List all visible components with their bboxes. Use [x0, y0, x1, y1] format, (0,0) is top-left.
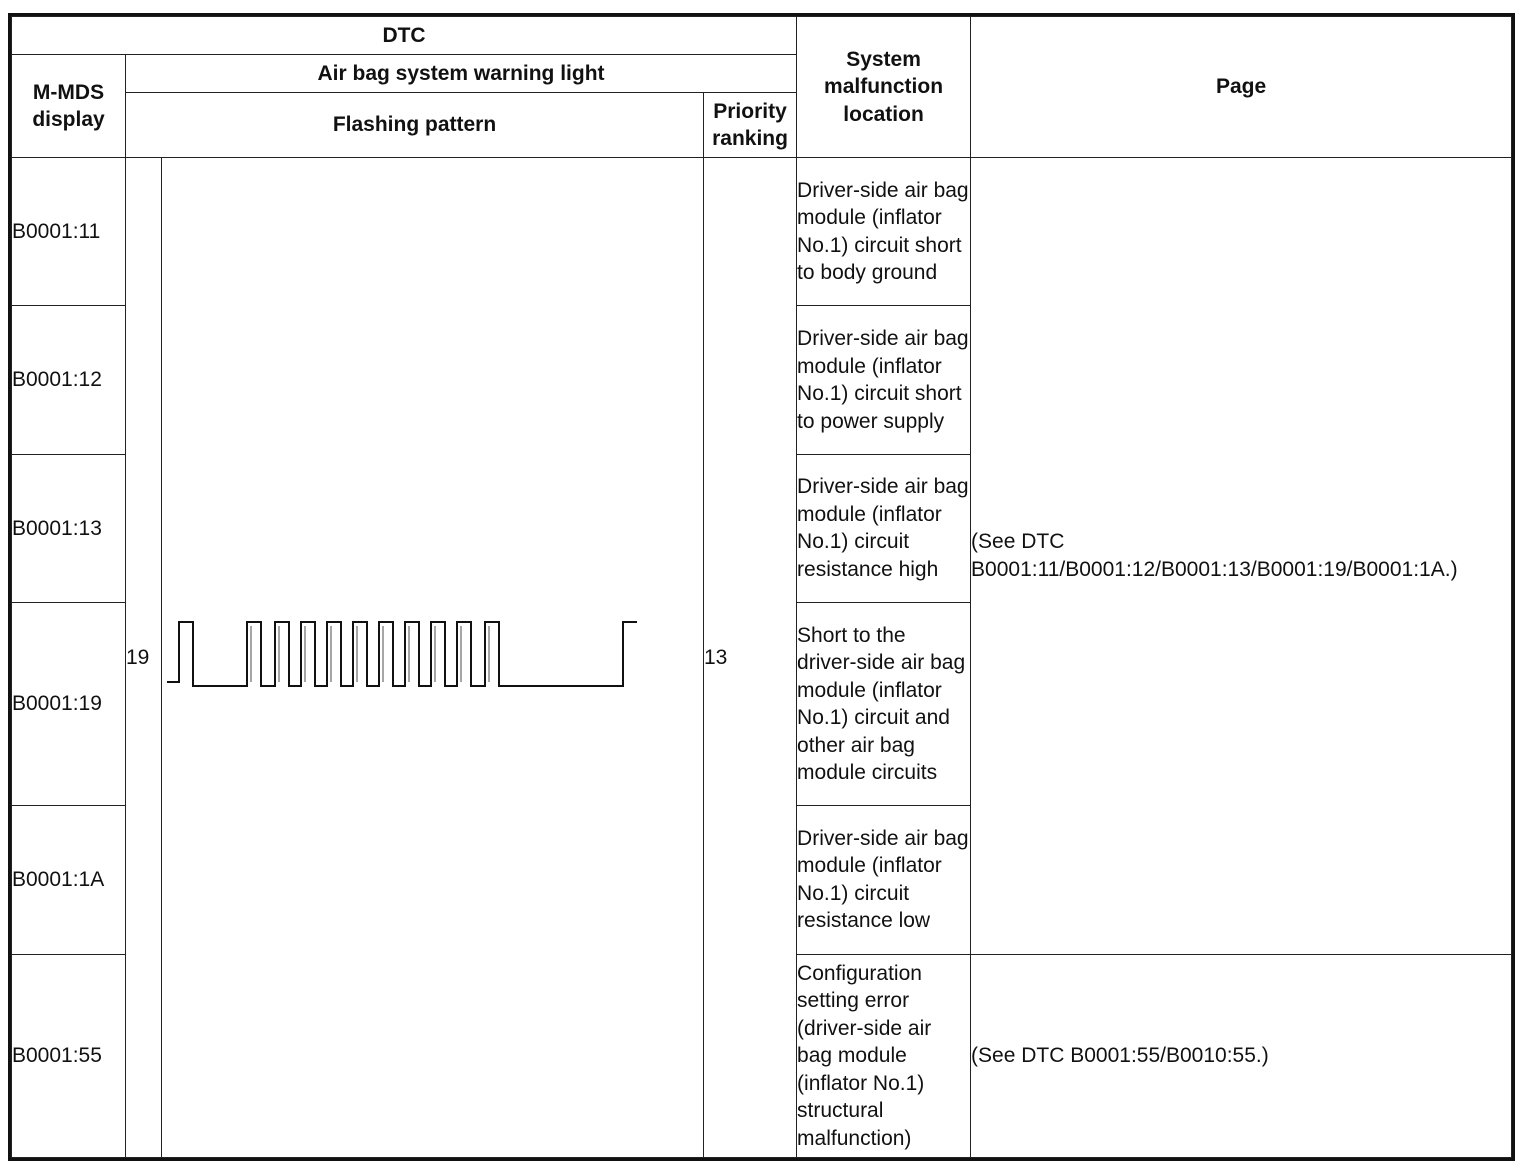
dtc-number: 19 [126, 158, 162, 1158]
page-reference: (See DTC B0001:55/B0010:55.) [971, 954, 1512, 1157]
flashing-pattern-waveform [165, 618, 645, 698]
warning-light-header: Air bag system warning light [126, 55, 797, 93]
dtc-code: B0001:12 [12, 306, 126, 454]
dtc-code: B0001:13 [12, 454, 126, 602]
priority-header: Priority ranking [704, 93, 797, 158]
malfunction-location: Driver-side air bag module (inflator No.1) circuit short to power supply [797, 306, 971, 454]
malfunction-location: Configuration setting error (driver-side air bag module (inflator No.1) structural malfunction) [797, 954, 971, 1157]
flashing-pattern-cell [162, 158, 704, 1158]
dtc-code: B0001:1A [12, 806, 126, 954]
dtc-code: B0001:55 [12, 954, 126, 1157]
priority-ranking: 13 [704, 158, 797, 1158]
dtc-header: DTC [12, 17, 797, 55]
malfunction-location: Driver-side air bag module (inflator No.1) circuit resistance low [797, 806, 971, 954]
page-reference: (See DTC B0001:11/B0001:12/B0001:13/B0001:19/B0001:1A.) [971, 158, 1512, 954]
location-header: System malfunction location [797, 17, 971, 158]
flashing-pattern-header: Flashing pattern [126, 93, 704, 158]
dtc-code: B0001:19 [12, 602, 126, 805]
mmds-header: M-MDS display [12, 55, 126, 158]
page-header: Page [971, 17, 1512, 158]
malfunction-location: Driver-side air bag module (inflator No.1) circuit resistance high [797, 454, 971, 602]
malfunction-location: Driver-side air bag module (inflator No.1) circuit short to body ground [797, 158, 971, 306]
malfunction-location: Short to the driver-side air bag module (inflator No.1) circuit and other air bag module circuits [797, 602, 971, 805]
dtc-code: B0001:11 [12, 158, 126, 306]
dtc-table [11, 16, 1512, 1158]
